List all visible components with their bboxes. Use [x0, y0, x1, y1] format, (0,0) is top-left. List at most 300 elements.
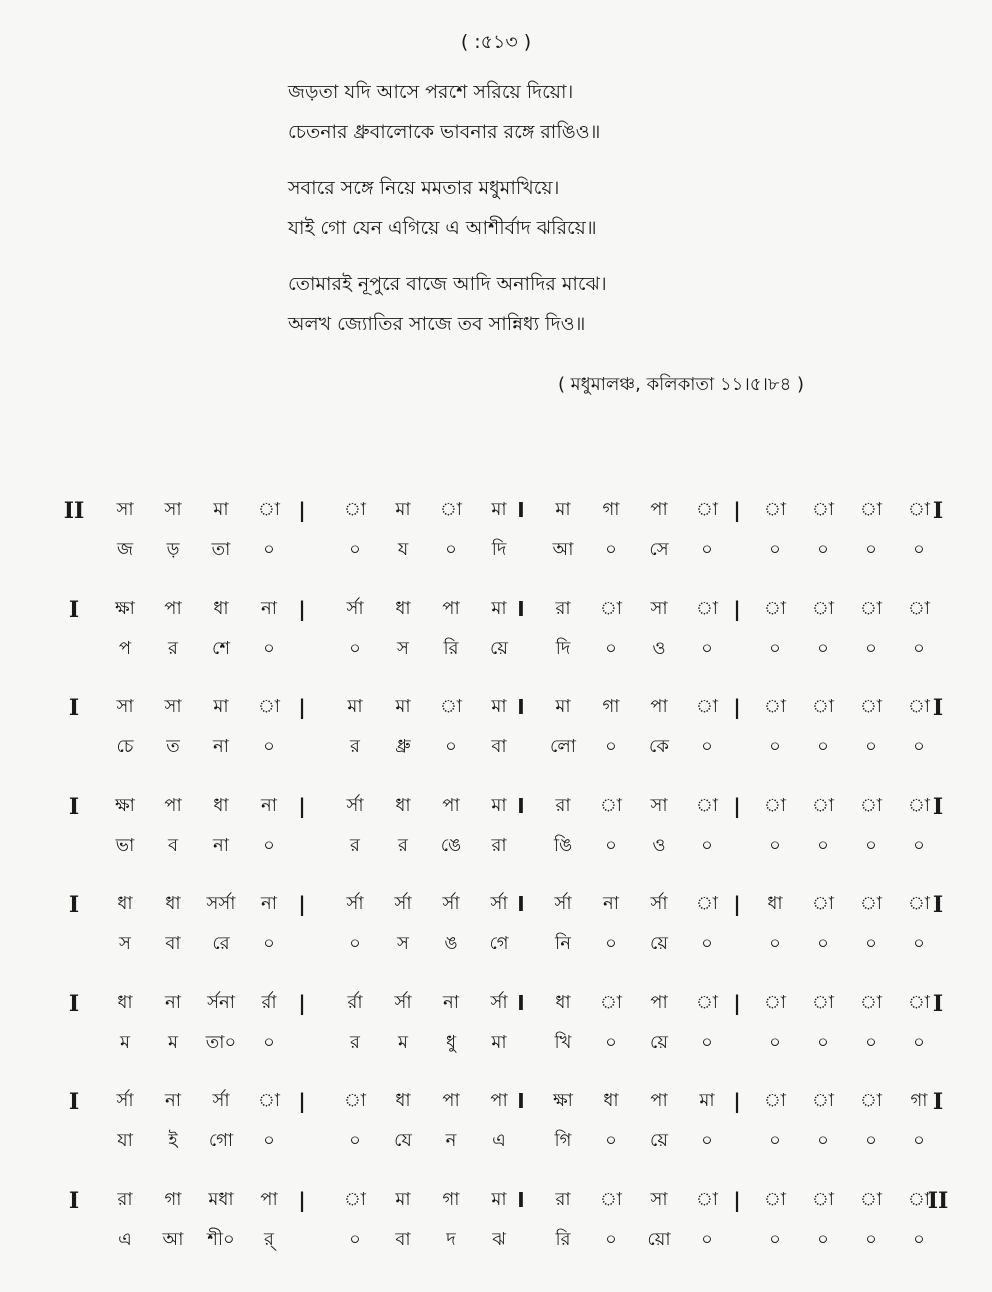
- syllable-cell: শে: [212, 637, 230, 659]
- measure-separator: I: [517, 990, 525, 1015]
- syllable-cell: ভা: [115, 834, 135, 856]
- syllable-cell: ০: [605, 637, 617, 659]
- syllable-cell: ০: [769, 834, 781, 856]
- syllable-cell: দি: [555, 637, 571, 659]
- syllable-cell: ০: [701, 1130, 713, 1151]
- note-cell: া: [695, 696, 719, 717]
- note-cell: ধা: [165, 893, 181, 914]
- syllable-cell: গি: [554, 1130, 572, 1151]
- syllable-cell: বা: [165, 933, 181, 954]
- syllable-cell: ০: [605, 736, 617, 757]
- syllable-cell: নি: [555, 933, 571, 954]
- note-cell: মা: [395, 696, 411, 717]
- note-cell: া: [811, 794, 835, 816]
- note-cell: পা: [650, 991, 668, 1013]
- syllable-cell: স: [397, 933, 409, 954]
- note-cell: া: [859, 1090, 883, 1111]
- syllable-cell: ০: [913, 933, 925, 954]
- syllable-cell: ০: [263, 539, 275, 560]
- note-cell: না: [603, 893, 619, 914]
- note-cell: া: [257, 499, 281, 520]
- measure-separator: |: [733, 793, 741, 818]
- note-cell: র্সা: [650, 893, 668, 914]
- end-barline: I: [932, 695, 944, 721]
- note-cell: র্সা: [116, 1090, 134, 1111]
- notation-system: [0, 794, 992, 884]
- syllable-cell: ০: [865, 1228, 877, 1250]
- note-cell: রা: [555, 1188, 571, 1210]
- syllable-cell: শী০: [207, 1228, 235, 1250]
- syllable-cell: ০: [701, 637, 713, 659]
- syllable-cell: ০: [701, 1031, 713, 1053]
- note-cell: পা: [260, 1188, 278, 1210]
- note-cell: না: [261, 893, 277, 914]
- end-barline: I: [932, 1089, 944, 1115]
- syllable-cell: ০: [263, 736, 275, 757]
- note-cell: পা: [490, 1090, 508, 1111]
- syllable-cell: ব: [167, 834, 179, 856]
- syllable-cell: ০: [605, 539, 617, 560]
- note-cell: া: [439, 696, 463, 717]
- note-cell: ধা: [395, 597, 411, 619]
- syllable-cell: এ: [118, 1228, 132, 1250]
- note-cell: গা: [910, 1090, 928, 1111]
- note-cell: মা: [491, 1188, 507, 1210]
- syllable-cell: রি: [443, 637, 459, 659]
- note-cell: পা: [650, 696, 668, 717]
- measure-separator: |: [298, 990, 306, 1015]
- syllable-cell: য: [397, 539, 409, 560]
- note-cell: না: [443, 991, 459, 1013]
- syllable-cell: ০: [263, 933, 275, 954]
- note-cell: া: [859, 794, 883, 816]
- measure-separator: |: [733, 498, 741, 522]
- syllable-cell: য়ে: [650, 1130, 668, 1151]
- syllable-cell: না: [213, 736, 229, 757]
- syllable-cell: ০: [865, 933, 877, 954]
- start-barline: I: [68, 793, 80, 820]
- syllable-cell: ০: [817, 933, 829, 954]
- syllable-cell: ০: [605, 1228, 617, 1250]
- note-cell: া: [907, 499, 931, 520]
- syllable-cell: ০: [349, 1130, 361, 1151]
- note-cell: া: [811, 991, 835, 1013]
- note-cell: র্সা: [442, 893, 460, 914]
- note-cell: মা: [491, 696, 507, 717]
- lyric-line: জড়তা যদি আসে পরশে সরিয়ে দিয়ো।: [288, 81, 574, 103]
- syllable-cell: ০: [349, 933, 361, 954]
- notation-system: [0, 695, 992, 785]
- syllable-cell: ই: [168, 1130, 178, 1151]
- syllable-cell: য়ে: [650, 1031, 668, 1053]
- note-cell: া: [811, 1188, 835, 1210]
- lyric-line: অলখ জ্যোতির সাজে তব সান্নিধ্য দিও॥: [288, 313, 586, 335]
- syllable-cell: ০: [605, 834, 617, 856]
- note-cell: মা: [699, 1090, 715, 1111]
- note-cell: া: [811, 893, 835, 914]
- note-cell: া: [695, 794, 719, 816]
- measure-separator: I: [517, 1089, 525, 1113]
- syllable-cell: আ: [552, 539, 574, 560]
- start-barline: I: [68, 1089, 80, 1115]
- syllable-cell: ম: [120, 1031, 130, 1053]
- syllable-cell: গে: [489, 933, 509, 954]
- note-cell: সা: [650, 1188, 668, 1210]
- measure-separator: I: [517, 695, 525, 719]
- syllable-cell: ঝ: [492, 1228, 506, 1250]
- syllable-cell: ০: [817, 736, 829, 757]
- syllable-cell: ০: [605, 1031, 617, 1053]
- notation-system: [0, 1188, 992, 1278]
- syllable-cell: ০: [701, 834, 713, 856]
- syllable-cell: দ: [446, 1228, 456, 1250]
- note-cell: মা: [395, 499, 411, 520]
- note-cell: র্সা: [394, 991, 412, 1013]
- note-cell: া: [599, 794, 623, 816]
- note-cell: া: [811, 696, 835, 717]
- syllable-cell: র: [350, 834, 360, 856]
- page-number: ( :৫১৩ ): [460, 31, 532, 53]
- start-barline: I: [68, 892, 80, 918]
- note-cell: া: [599, 1188, 623, 1210]
- syllable-cell: র: [398, 834, 408, 856]
- note-cell: া: [859, 1188, 883, 1210]
- note-cell: া: [695, 1188, 719, 1210]
- syllable-cell: দি: [491, 539, 507, 560]
- syllable-cell: রে: [212, 933, 230, 954]
- note-cell: সর্সা: [206, 893, 236, 914]
- syllable-cell: ০: [701, 1228, 713, 1250]
- measure-separator: |: [298, 1089, 306, 1113]
- syllable-cell: প: [118, 637, 132, 659]
- measure-separator: |: [298, 695, 306, 719]
- syllable-cell: য়ে: [490, 637, 508, 659]
- note-cell: রা: [555, 794, 571, 816]
- note-cell: া: [763, 1090, 787, 1111]
- note-cell: না: [165, 991, 181, 1013]
- note-cell: র্সা: [346, 597, 364, 619]
- syllable-cell: যা: [117, 1130, 133, 1151]
- syllable-cell: য়ো: [647, 1228, 671, 1250]
- note-cell: র্রা: [347, 991, 363, 1013]
- note-cell: সা: [650, 794, 668, 816]
- syllable-cell: ০: [769, 539, 781, 560]
- syllable-cell: ঙ: [444, 933, 458, 954]
- note-cell: া: [907, 597, 931, 619]
- syllable-cell: ০: [263, 637, 275, 659]
- note-cell: ক্ষা: [553, 1090, 573, 1111]
- lyric-line: সবারে সঙ্গে নিয়ে মমতার মধুমাখিয়ে।: [288, 177, 560, 199]
- note-cell: পা: [650, 1090, 668, 1111]
- measure-separator: |: [298, 1187, 306, 1212]
- notation-system: [0, 1089, 992, 1179]
- syllable-cell: ০: [865, 834, 877, 856]
- note-cell: র্সা: [554, 893, 572, 914]
- measure-separator: I: [517, 793, 525, 818]
- measure-separator: |: [298, 498, 306, 522]
- note-cell: া: [907, 991, 931, 1013]
- note-cell: মা: [491, 597, 507, 619]
- syllable-cell: লো: [550, 736, 576, 757]
- syllable-cell: এ: [492, 1130, 506, 1151]
- syllable-cell: ০: [263, 834, 275, 856]
- notation-system: [0, 991, 992, 1081]
- measure-separator: |: [733, 990, 741, 1015]
- note-cell: র্সা: [490, 991, 508, 1013]
- syllable-cell: বা: [395, 1228, 411, 1250]
- note-cell: ধা: [213, 794, 229, 816]
- composition-credit: ( মধুমালঞ্চ, কলিকাতা ১১।৫।৮৪ ): [557, 374, 804, 395]
- note-cell: া: [907, 696, 931, 717]
- notation-system: [0, 892, 992, 982]
- note-cell: ক্ষা: [115, 794, 135, 816]
- syllable-cell: তা০: [205, 1031, 237, 1053]
- syllable-cell: সে: [649, 539, 669, 560]
- syllable-cell: স: [119, 933, 131, 954]
- note-cell: পা: [442, 597, 460, 619]
- syllable-cell: ন: [445, 1130, 457, 1151]
- syllable-cell: ম: [398, 1031, 408, 1053]
- syllable-cell: আ: [162, 1228, 184, 1250]
- note-cell: মা: [491, 499, 507, 520]
- end-barline: I: [932, 892, 944, 918]
- note-cell: া: [439, 499, 463, 520]
- syllable-cell: ০: [769, 1031, 781, 1053]
- syllable-cell: রা: [491, 834, 507, 856]
- note-cell: পা: [650, 499, 668, 520]
- note-cell: ধা: [117, 893, 133, 914]
- note-cell: গা: [602, 499, 620, 520]
- start-barline: I: [68, 695, 80, 721]
- end-barline: II: [927, 1187, 949, 1214]
- syllable-cell: ০: [913, 834, 925, 856]
- syllable-cell: স: [397, 637, 409, 659]
- syllable-cell: য়ে: [650, 933, 668, 954]
- end-barline: I: [932, 793, 944, 820]
- note-cell: পা: [164, 597, 182, 619]
- note-cell: া: [763, 1188, 787, 1210]
- note-cell: া: [599, 991, 623, 1013]
- note-cell: পা: [442, 794, 460, 816]
- note-cell: া: [343, 1090, 367, 1111]
- syllable-cell: গো: [208, 1130, 234, 1151]
- note-cell: রা: [117, 1188, 133, 1210]
- measure-separator: |: [733, 892, 741, 916]
- syllable-cell: ০: [913, 736, 925, 757]
- note-cell: মা: [213, 499, 229, 520]
- syllable-cell: ০: [865, 736, 877, 757]
- syllable-cell: জ: [116, 539, 134, 560]
- syllable-cell: ঙে: [440, 834, 462, 856]
- syllable-cell: ড়: [166, 539, 180, 560]
- note-cell: না: [261, 794, 277, 816]
- note-cell: ধা: [395, 794, 411, 816]
- note-cell: ক্ষা: [115, 597, 135, 619]
- note-cell: া: [859, 499, 883, 520]
- lyric-line: যাই গো যেন এগিয়ে এ আশীর্বাদ ঝরিয়ে॥: [288, 217, 597, 239]
- syllable-cell: ০: [817, 539, 829, 560]
- syllable-cell: ০: [445, 539, 457, 560]
- start-barline: I: [68, 596, 80, 623]
- note-cell: া: [763, 991, 787, 1013]
- lyric-line: চেতনার ধ্রুবালোকে ভাবনার রঙ্গে রাঙিও॥: [288, 121, 601, 143]
- syllable-cell: ০: [769, 933, 781, 954]
- note-cell: র্সা: [212, 1090, 230, 1111]
- measure-separator: |: [298, 793, 306, 818]
- syllable-cell: ০: [817, 637, 829, 659]
- syllable-cell: ০: [769, 736, 781, 757]
- note-cell: মা: [491, 794, 507, 816]
- syllable-cell: ত: [166, 736, 180, 757]
- lyric-line: তোমারই নূপুরে বাজে আদি অনাদির মাঝে।: [288, 273, 607, 295]
- note-cell: ধা: [395, 1090, 411, 1111]
- note-cell: া: [763, 696, 787, 717]
- syllable-cell: ০: [817, 1130, 829, 1151]
- note-cell: ধা: [555, 991, 571, 1013]
- syllable-cell: ধু: [445, 1031, 457, 1053]
- notation-system: [0, 597, 992, 687]
- note-cell: না: [261, 597, 277, 619]
- note-cell: া: [907, 794, 931, 816]
- note-cell: া: [695, 893, 719, 914]
- syllable-cell: ০: [349, 637, 361, 659]
- note-cell: র্সনা: [207, 991, 235, 1013]
- syllable-cell: ম: [168, 1031, 178, 1053]
- note-cell: পা: [164, 794, 182, 816]
- notation-system: [0, 498, 992, 588]
- note-cell: ধা: [213, 597, 229, 619]
- note-cell: গা: [164, 1188, 182, 1210]
- note-cell: া: [695, 499, 719, 520]
- measure-separator: I: [517, 892, 525, 916]
- syllable-cell: ০: [769, 1130, 781, 1151]
- syllable-cell: ০: [817, 834, 829, 856]
- start-barline: I: [68, 1187, 80, 1214]
- note-cell: র্সা: [490, 893, 508, 914]
- note-cell: সা: [164, 696, 182, 717]
- syllable-cell: ০: [769, 1228, 781, 1250]
- syllable-cell: ০: [263, 1130, 275, 1151]
- note-cell: র্সা: [346, 893, 364, 914]
- syllable-cell: ঙি: [553, 834, 573, 856]
- syllable-cell: ০: [605, 1130, 617, 1151]
- note-cell: া: [257, 696, 281, 717]
- note-cell: পা: [442, 1090, 460, 1111]
- syllable-cell: র্: [264, 1228, 274, 1250]
- note-cell: র্সা: [394, 893, 412, 914]
- note-cell: মা: [395, 1188, 411, 1210]
- note-cell: মধা: [208, 1188, 234, 1210]
- syllable-cell: ০: [913, 637, 925, 659]
- measure-separator: |: [298, 892, 306, 916]
- note-cell: মা: [347, 696, 363, 717]
- note-cell: া: [763, 499, 787, 520]
- end-barline: I: [932, 990, 944, 1017]
- syllable-cell: ০: [865, 539, 877, 560]
- note-cell: া: [811, 597, 835, 619]
- syllable-cell: ০: [913, 539, 925, 560]
- note-cell: া: [763, 794, 787, 816]
- syllable-cell: না: [213, 834, 229, 856]
- note-cell: া: [695, 597, 719, 619]
- measure-separator: |: [733, 695, 741, 719]
- note-cell: া: [811, 1090, 835, 1111]
- measure-separator: I: [517, 596, 525, 621]
- syllable-cell: ০: [445, 736, 457, 757]
- syllable-cell: র: [168, 637, 178, 659]
- syllable-cell: ০: [865, 1031, 877, 1053]
- note-cell: া: [859, 696, 883, 717]
- start-barline: I: [68, 990, 80, 1017]
- syllable-cell: ০: [349, 1228, 361, 1250]
- note-cell: া: [343, 1188, 367, 1210]
- syllable-cell: ও: [652, 834, 666, 856]
- start-barline: II: [63, 498, 85, 524]
- syllable-cell: ০: [349, 539, 361, 560]
- syllable-cell: ধ্রু: [395, 736, 411, 757]
- syllable-cell: ০: [701, 539, 713, 560]
- syllable-cell: র: [350, 736, 360, 757]
- end-barline: I: [932, 498, 944, 524]
- measure-separator: |: [298, 596, 306, 621]
- syllable-cell: চে: [116, 736, 134, 757]
- note-cell: া: [859, 597, 883, 619]
- syllable-cell: ০: [817, 1228, 829, 1250]
- note-cell: র্রা: [261, 991, 277, 1013]
- syllable-cell: তা: [211, 539, 231, 560]
- note-cell: া: [859, 893, 883, 914]
- note-cell: া: [257, 1090, 281, 1111]
- note-cell: া: [859, 991, 883, 1013]
- note-cell: া: [907, 893, 931, 914]
- note-cell: সা: [116, 499, 134, 520]
- note-cell: া: [763, 597, 787, 619]
- syllable-cell: র: [350, 1031, 360, 1053]
- syllable-cell: মা: [491, 1031, 507, 1053]
- note-cell: সা: [650, 597, 668, 619]
- syllable-cell: ০: [701, 933, 713, 954]
- measure-separator: I: [517, 498, 525, 522]
- note-cell: া: [907, 1188, 931, 1210]
- syllable-cell: ০: [263, 1031, 275, 1053]
- note-cell: া: [343, 499, 367, 520]
- measure-separator: |: [733, 1187, 741, 1212]
- syllable-cell: বা: [491, 736, 507, 757]
- note-cell: মা: [213, 696, 229, 717]
- syllable-cell: কে: [649, 736, 669, 757]
- syllable-cell: ও: [652, 637, 666, 659]
- syllable-cell: ০: [913, 1031, 925, 1053]
- syllable-cell: যে: [394, 1130, 412, 1151]
- note-cell: া: [811, 499, 835, 520]
- note-cell: া: [695, 991, 719, 1013]
- syllable-cell: ০: [701, 736, 713, 757]
- measure-separator: |: [733, 1089, 741, 1113]
- note-cell: মা: [555, 499, 571, 520]
- note-cell: র্সা: [346, 794, 364, 816]
- note-cell: মা: [555, 696, 571, 717]
- syllable-cell: ০: [769, 637, 781, 659]
- measure-separator: |: [733, 596, 741, 621]
- note-cell: গা: [602, 696, 620, 717]
- syllable-cell: রি: [555, 1228, 571, 1250]
- note-cell: ধা: [767, 893, 783, 914]
- syllable-cell: ০: [865, 637, 877, 659]
- syllable-cell: ০: [913, 1130, 925, 1151]
- note-cell: না: [165, 1090, 181, 1111]
- syllable-cell: খি: [554, 1031, 572, 1053]
- note-cell: সা: [164, 499, 182, 520]
